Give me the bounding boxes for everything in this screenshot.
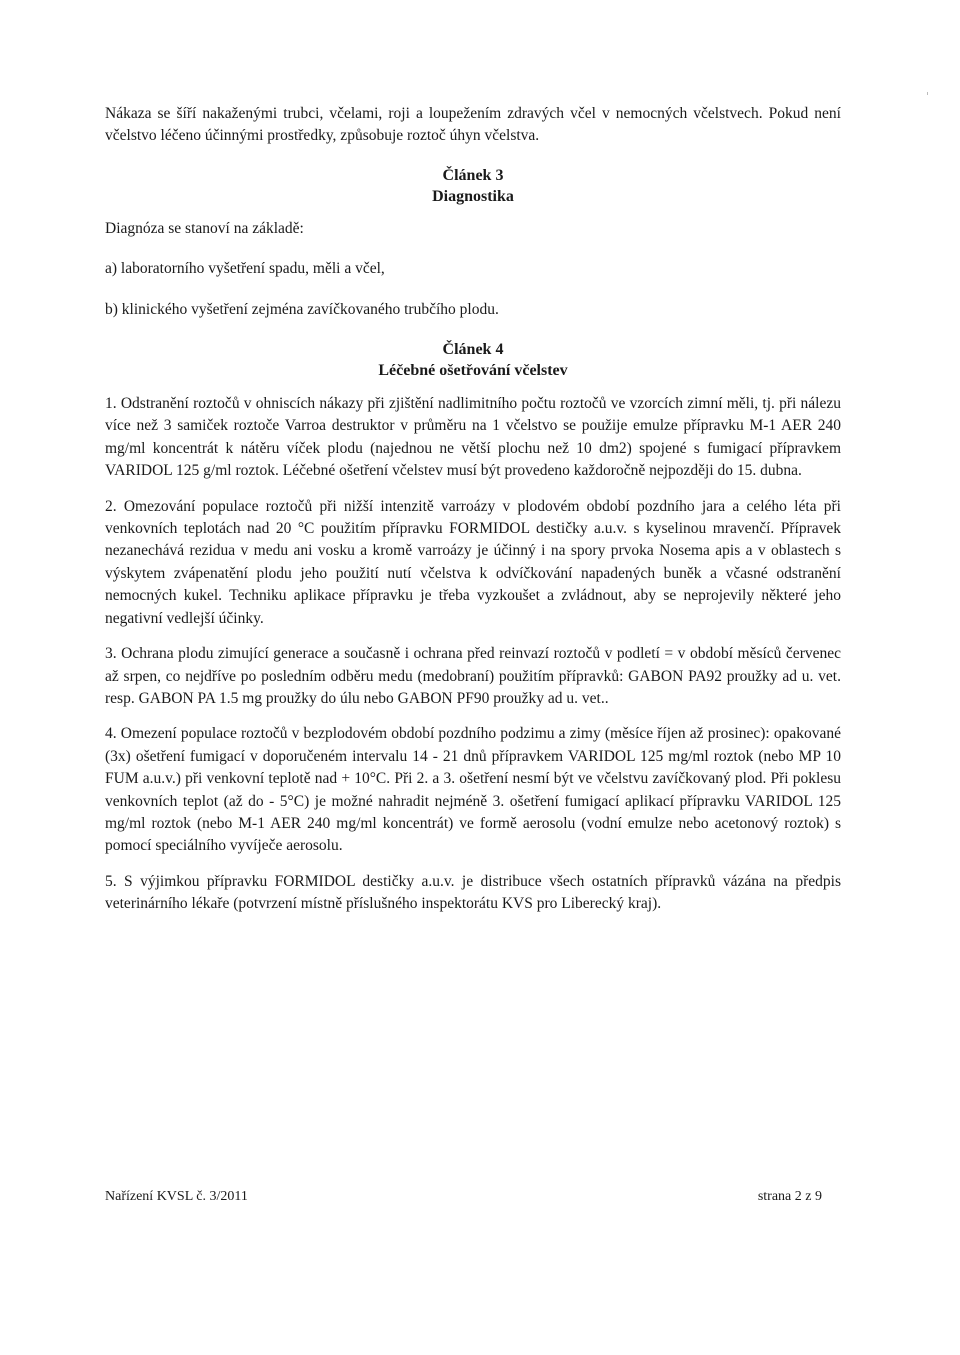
footer-page-number: strana 2 z 9	[757, 1189, 822, 1204]
article-3-subtitle: Diagnostika	[432, 187, 514, 205]
page-footer	[105, 1188, 822, 1206]
intro-paragraph: Nákaza se šíří nakaženými trubci, včelami, roji a loupežením zdravých včel v nemocných včelstvech. Pokud není včelstvo léčeno účinnými prostředky, způsobuje roztoč úhyn včelstva.	[105, 105, 841, 145]
treatment-item-4: 4. Omezení populace roztočů v bezplodovém období pozdního podzimu a zimy (měsíce říjen až prosinec): opakované (3x) ošetření fumigací v doporučeném intervalu 14 - 21 dnů přípravkem VARIDOL 125 mg/ml roztok (nebo MP 10 FUM a.u.v.) při venkovní teplotě nad + 10°C. Při 2. a 3. ošetření nesmí být ve včelstvu zavíčkovaný plod. Při poklesu venkovních teplot (až do - 5°C) je možné nahradit nejméně 3. ošetření fumigací aplikací přípravku VARIDOL 125 mg/ml roztok (nebo M-1 AER 240 mg/ml koncentrát) ve formě aerosolu (vodní emulze nebo acetonový roztok) s pomocí speciálního vyvíječe aerosolu.	[105, 725, 841, 855]
diagnosis-item-a: a) laboratorního vyšetření spadu, měli a včel,	[105, 260, 385, 278]
document-page	[105, 103, 841, 916]
article-4-subtitle: Léčebné ošetřování včelstev	[378, 362, 568, 380]
treatment-item-2: 2. Omezování populace roztočů při nižší intenzitě varroázy v plodovém období pozdního jara a celého léta při venkovních teplotách nad 20 °C použitím přípravku FORMIDOL destičky a.u.v. s kyselinou mravenčí. Přípravek nezanechává rezidua v medu ani vosku a kromě varroázy je účinný i na spory prvoka Nosema apis a v oblastech s výskytem zvápenatění plodu jeho použití nutí včelstva k odvíčkování napadených buněk a včasné odstranění nemocných kukel. Techniku aplikace přípravku je třeba vyzkoušet a zvládnout, aby se neprojevily některé jeho negativní vedlejší účinky.	[105, 497, 841, 627]
diagnosis-item-b: b) klinického vyšetření zejména zavíčkovaného trubčího plodu.	[105, 300, 499, 318]
article-3-title: Článek 3	[442, 166, 504, 184]
diagnosis-lead: Diagnóza se stanoví na základě:	[105, 219, 304, 237]
scan-edge-mark	[927, 92, 928, 95]
footer-regulation-id: Nařízení KVSL č. 3/2011	[105, 1189, 248, 1204]
treatment-item-3: 3. Ochrana plodu zimující generace a současně i ochrana před reinvazí roztočů v podletí = v období měsíců červenec až srpen, co nejdříve po posledním odběru medu (medobraní) použitím přípravků: GABON PA92 proužky ad u. vet. resp. GABON PA 1.5 mg proužky do úlu nebo GABON PF90 proužky ad u. vet..	[105, 645, 841, 707]
article-4-title: Článek 4	[442, 341, 504, 359]
treatment-item-1: 1. Odstranění roztočů v ohniscích nákazy při zjištění nadlimitního počtu roztočů ve vzorcích zimní měli, tj. při nálezu více než 3 samiček roztoče Varroa destruktor v průměru na 1 včelstvo se použije emulze přípravku M-1 AER 240 mg/ml koncentrát k nátěru víček plodu (najednou ne větší plochu než 10 dm2) spojené s fumigací přípravkem VARIDOL 125 g/ml roztok. Léčebné ošetření včelstev musí být provedeno každoročně nejpozději do 15. dubna.	[105, 395, 841, 480]
treatment-item-5: 5. S výjimkou přípravku FORMIDOL destičky a.u.v. je distribuce všech ostatních přípravků vázána na předpis veterinárního lékaře (potvrzení místně příslušného inspektorátu KVS pro Liberecký kraj).	[105, 872, 841, 913]
